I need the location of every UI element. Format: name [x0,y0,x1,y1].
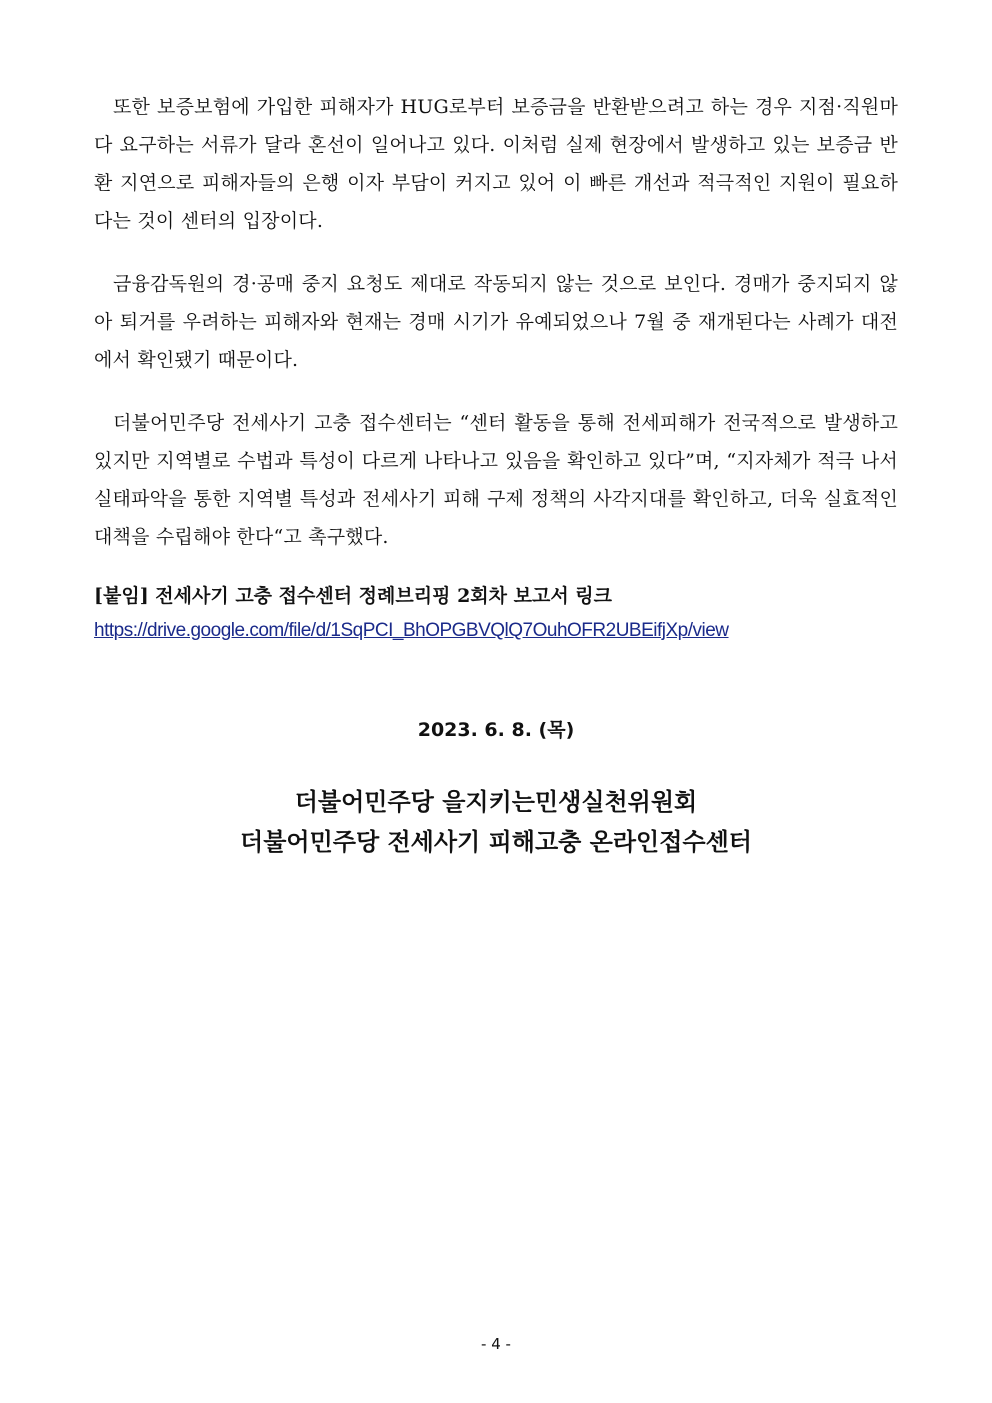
organization-committee: 더불어민주당 을지키는민생실천위원회 [294,788,698,816]
release-date: 2023. 6. 8. (목) [417,719,575,741]
page-number: - 4 - [481,1335,511,1353]
paragraph-deposit-return: 또한 보증보험에 가입한 피해자가 HUG로부터 보증금을 반환받으려고 하는 경우 지점·직원마다 요구하는 서류가 달라 혼선이 일어나고 있다. 이처럼 실제 현장에서 발생하고 있는 보증금 반환 지연으로 피해자들의 은행 이자 부담이 커지고 있어 이 빠른 개선과 적극적인 지원이 필요하다는 것이 센터의 입장이다. [94,96,898,232]
organization-center: 더불어민주당 전세사기 피해고충 온라인접수센터 [240,828,752,856]
attachment-link[interactable]: https://drive.google.com/file/d/1SqPCI_BhOPGBVQlQ7OuhOFR2UBEifjXp/view [94,620,729,641]
paragraph-auction-suspension: 금융감독원의 경·공매 중지 요청도 제대로 작동되지 않는 것으로 보인다. 경매가 중지되지 않아 퇴거를 우려하는 피해자와 현재는 경매 시기가 유예되었으나 7월 중 재개된다는 사례가 대전에서 확인됐기 때문이다. [94,273,898,371]
paragraph-center-statement: 더불어민주당 전세사기 고충 접수센터는 “센터 활동을 통해 전세피해가 전국적으로 발생하고 있지만 지역별로 수법과 특성이 다르게 나타나고 있음을 확인하고 있다”며, “지자체가 적극 나서 실태파악을 통한 지역별 특성과 전세사기 피해 구제 정책의 사각지대를 확인하고, 더욱 실효적인 대책을 수립해야 한다“고 촉구했다. [94,412,898,548]
attachment-title: [붙임] 전세사기 고충 접수센터 정례브리핑 2회차 보고서 링크 [94,585,613,607]
